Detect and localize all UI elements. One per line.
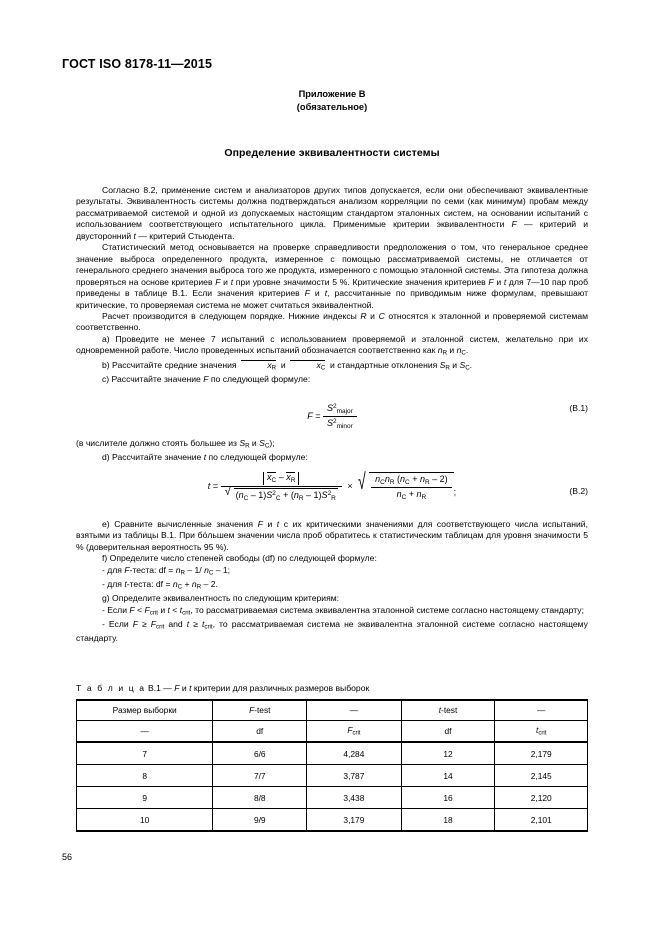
page-number: 56 — [62, 852, 73, 862]
cell-sample-size: 7 — [77, 742, 213, 765]
table-header-sample-size: Размер выборки — [77, 700, 213, 721]
cell-f-crit: 3,179 — [307, 809, 401, 832]
annex-heading-block — [76, 88, 588, 113]
paragraph-intro: Согласно 8.2, применение систем и анализаторов других типов допускается, если они обеспечивают эквивалентные результаты. Эквивалентность системы должна подтверждаться анализом корреляции по семи (как минимум) пробам между рассматриваемой системой и одной из допускаемых настоящим стандартом эталонных систем, на основании испытаний с использованием соответствующего испытательного цикла. Применимые критерии эквивалентности F — критерий и двусторонний t — критерий Стьюдента. — [76, 185, 588, 241]
annex-label: Приложение В — [298, 89, 366, 99]
formula-b1-expression: F = $\frac{S^2_{major}}{S^2_{minor}}$ — [307, 411, 357, 421]
annex-title: Определение эквивалентности системы — [224, 147, 440, 159]
cell-df-t: 18 — [401, 809, 495, 832]
table-row — [77, 742, 588, 765]
cell-t-crit: 2,179 — [495, 742, 588, 765]
table-caption-number: В.1 — [147, 683, 161, 693]
cell-f-crit: 4,284 — [307, 742, 401, 765]
list-item-f-dash-1: - для F-теста: df = $n_R - 1/$ $n_C - 1$; — [102, 564, 231, 577]
table-header-row-1 — [77, 700, 588, 721]
table-header-row-2 — [77, 721, 588, 743]
cell-sample-size: 10 — [77, 809, 213, 832]
table-subheader-dash: — — [77, 721, 213, 743]
table-caption — [76, 683, 369, 693]
table-subheader-f-crit: $F_{crit}$ — [307, 721, 401, 743]
table-caption-prefix: Т а б л и ц а — [76, 683, 146, 693]
list-item-g: g) Определите эквивалентность по следующим критериям: — [102, 593, 340, 604]
table-subheader-df-f: df — [213, 721, 307, 743]
cell-df-t: 12 — [401, 742, 495, 765]
table-header-t-test: t-test — [401, 700, 495, 721]
cell-f-crit: 3,438 — [307, 787, 401, 809]
cell-df-f: 9/9 — [213, 809, 307, 832]
cell-t-crit: 2,101 — [495, 809, 588, 832]
cell-sample-size: 8 — [77, 765, 213, 787]
document-header-standard-id: ГОСТ ISO 8178-11—2015 — [62, 57, 213, 71]
formula-b1-row — [76, 403, 588, 430]
cell-df-f: 7/7 — [213, 765, 307, 787]
table-header-blank-1: — — [307, 700, 401, 721]
list-item-a: a) Проведите не менее 7 испытаний с использованием проверяемой и эталонной систем, желательно при их одновременной работе. Число проведенных испытаний обозначается соответственно как $n_R$ и $n_C$. — [76, 333, 588, 358]
table-subheader-t-crit: $t_{crit}$ — [495, 721, 588, 743]
list-item-d: d) Рассчитайте значение t по следующей формуле: — [102, 452, 308, 463]
paragraph-statistical-method: Статистический метод основывается на проверке справедливости предположения о том, что генеральное среднее значение выброса определенного продукта, измеренное с помощью рассматриваемой системы, не отличается от генерального среднего значения выброса того же продукта, измеренного с помощью эталонной системы. Эта гипотеза должна проверяться на основе критериев F и t при уровне значимости 5 %. Критические значения критериев F и t для 7—10 пар проб приведены в таблице В.1. Если значения критериев F и t, рассчитанные по приводимым ниже формулам, превышают критические, то проверяемая система не может считаться эквивалентной. — [76, 242, 589, 310]
list-item-c: c) Рассчитайте значение F по следующей формуле: — [102, 373, 311, 384]
body-text-block-2 — [76, 438, 588, 464]
list-item-b: b) Рассчитайте средние значения $x_R$ и $x_C$ и стандартные отклонения $S_R$ и $S_C$. — [102, 359, 473, 372]
list-item-g-dash-2: - Если $F \ge F_{crit}$ and $t \ge t_{crit}$, то рассматриваемая система не эквивалентна эталонной системе согласно настоящему стандарту. — [76, 618, 588, 643]
list-item-g-dash-1: - Если $F < F_{crit}$ и $t < t_{crit}$, то рассматриваемая система эквивалентна эталонной системе согласно настоящему стандарту; — [102, 604, 584, 617]
list-item-e: e) Сравните вычисленные значения F и t с их критическими значениями для соответствующего числа испытаний, взятыми из таблицы В.1. При бо́льшем значении числа проб обратитесь к статистическим таблицам для уровня значимости 5 % (доверительная вероятность 95 %). — [76, 519, 588, 552]
note-numerator-larger: (в числителе должно стоять большее из $S_R$ и $S_C$); — [76, 438, 275, 450]
table-row — [77, 809, 588, 832]
list-item-f-dash-2: - для t-теста: df = $n_C + n_R - 2$. — [102, 578, 218, 591]
cell-df-t: 16 — [401, 787, 495, 809]
body-text-block — [76, 185, 588, 385]
table-row — [77, 787, 588, 809]
criteria-table — [76, 700, 588, 832]
table-header-f-test: F-test — [213, 700, 307, 721]
table-caption-text: — F и t критерии для различных размеров выборок — [163, 683, 370, 693]
table-row — [77, 765, 588, 787]
body-text-block-3 — [76, 519, 588, 644]
paragraph-calculation-order: Расчет производится в следующем порядке. Нижние индексы R и C относятся к эталонной и проверяемой системам соответственно. — [76, 310, 589, 333]
cell-t-crit: 2,120 — [495, 787, 588, 809]
cell-f-crit: 3,787 — [307, 765, 401, 787]
cell-sample-size: 9 — [77, 787, 213, 809]
list-item-f: f) Определите число степеней свободы (df) по следующей формуле: — [102, 553, 377, 564]
cell-t-crit: 2,145 — [495, 765, 588, 787]
formula-b2-number: (В.2) — [569, 486, 588, 496]
cell-df-t: 14 — [401, 765, 495, 787]
formula-b2-row — [76, 472, 588, 502]
formula-b1-number: (В.1) — [569, 403, 588, 413]
cell-df-f: 8/8 — [213, 787, 307, 809]
table-header-blank-2: — — [495, 700, 588, 721]
cell-df-f: 6/6 — [213, 742, 307, 765]
annex-status: (обязательное) — [296, 101, 368, 112]
formula-b2-expression: t = $x_C - x_R$ √ $(n_C - 1)S^2_C + (n_R - 1)S^2_R$ × √ $\frac{n_Cn_R (n_C + n_R - 2)}{n_C + n_R}$ ; — [208, 472, 456, 502]
table-subheader-df-t: df — [401, 721, 495, 743]
